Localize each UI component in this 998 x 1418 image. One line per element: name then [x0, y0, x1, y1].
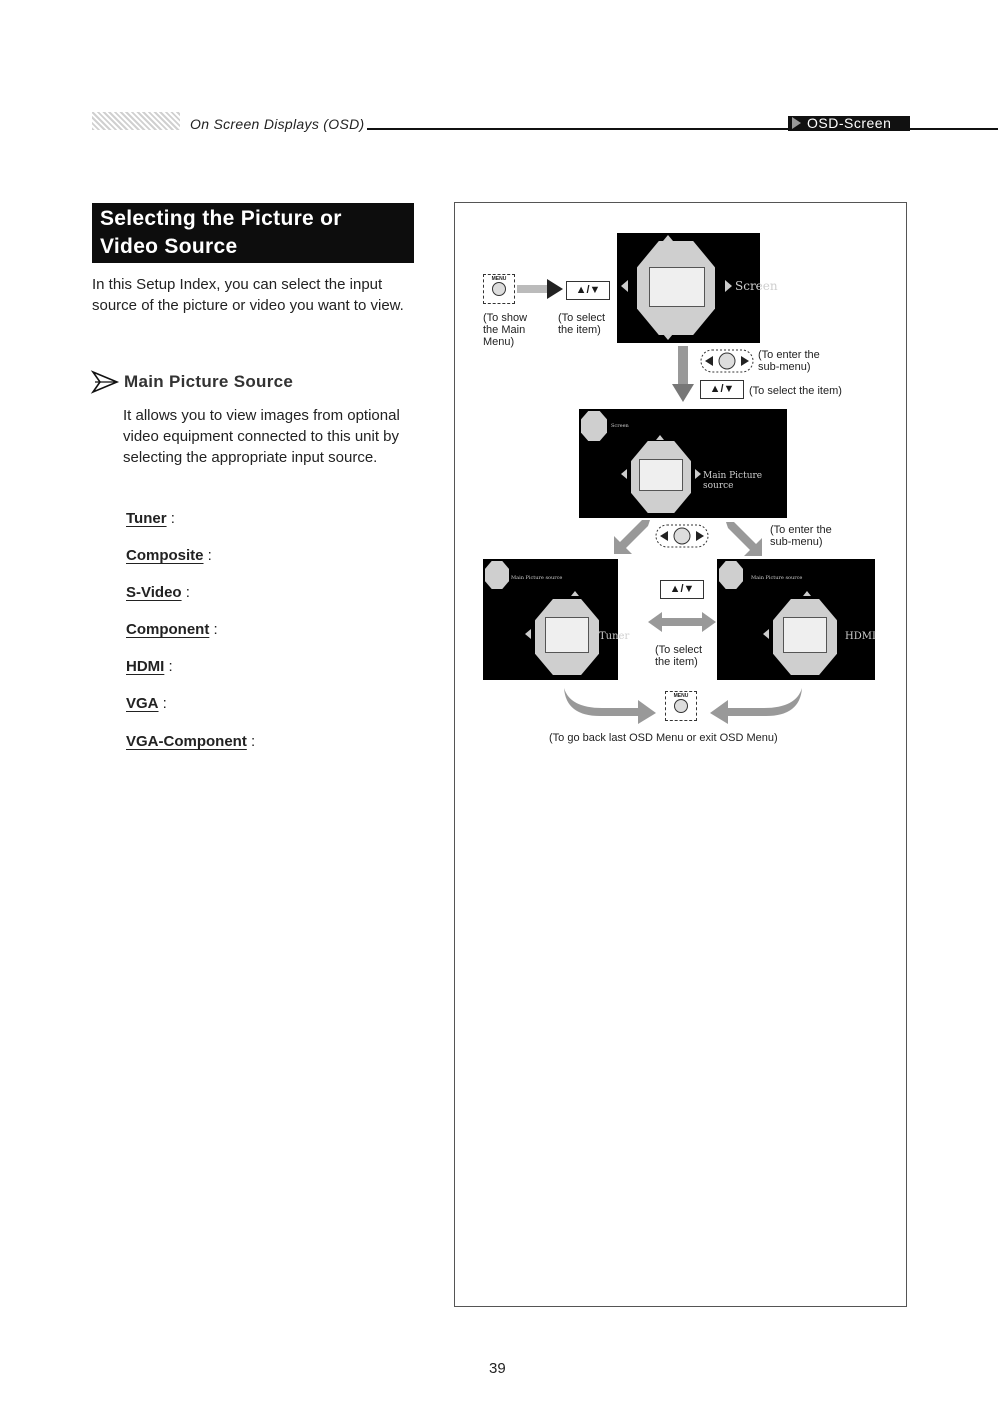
osd-small-label-3: Main Picture source: [751, 575, 803, 581]
up-down-keys-icon-2: ▲/▼: [700, 380, 744, 399]
left-ok-right-keys-icon-2: [655, 524, 709, 548]
osd-label-tuner: Tuner: [599, 631, 630, 642]
header-tab-label: OSD-Screen: [807, 115, 892, 131]
intro-text: In this Setup Index, you can select the input source of the picture or video you want to view.: [92, 276, 404, 314]
osd-screen-main: [617, 233, 778, 343]
left-right-arrow-icon: [648, 612, 716, 632]
caption-select-item-2: (To select the item): [655, 644, 703, 668]
subsection-title: Main Picture Source: [124, 372, 294, 391]
osd-small-label: Screen: [611, 423, 629, 429]
curved-right-arrow-icon: [562, 686, 658, 726]
caption-enter-submenu-2: (To enter the sub-menu): [770, 524, 832, 548]
subsection-body: It allows you to view images from optional video equipment connected to this unit by selecting the appropriate input source.: [123, 407, 400, 466]
menu-button-icon-2: MENU: [665, 691, 697, 721]
option-s-video: S-Video :: [126, 584, 190, 601]
up-down-keys-icon: ▲/▼: [566, 281, 610, 300]
header-tab: [788, 116, 910, 131]
header-section-title: On Screen Displays (OSD): [190, 116, 365, 132]
osd-small-label-2: Main Picture source: [511, 575, 563, 581]
header-pattern: [92, 112, 180, 130]
caption-enter-submenu: (To enter the sub-menu): [758, 349, 820, 373]
section-title-line1: Selecting the Picture or: [100, 207, 342, 230]
page-number: 39: [489, 1360, 506, 1377]
curved-left-arrow-icon: [708, 686, 804, 726]
down-left-arrow-icon: [612, 518, 652, 556]
down-arrow-icon: [672, 346, 694, 402]
caption-select-item: (To select the item): [558, 312, 606, 336]
right-arrow-icon: [517, 279, 563, 299]
down-right-arrow-icon: [724, 520, 766, 558]
osd-screen-hdmi: [717, 559, 875, 680]
osd-label-screen: Screen: [735, 279, 778, 293]
up-down-keys-icon-3: ▲/▼: [660, 580, 704, 599]
option-component: Component :: [126, 621, 218, 638]
arrow-bullet-icon: [92, 370, 118, 394]
play-arrow-icon: [792, 117, 801, 129]
osd-label-main-picture-source: Main Picture source: [703, 471, 763, 491]
caption-select-the-item: (To select the item): [749, 385, 842, 397]
caption-go-back: (To go back last OSD Menu or exit OSD Menu): [549, 732, 778, 744]
left-ok-right-keys-icon: [700, 349, 754, 373]
caption-show-menu: (To show the Main Menu): [483, 312, 528, 348]
option-tuner: Tuner :: [126, 510, 175, 527]
option-composite: Composite :: [126, 547, 212, 564]
menu-button-icon: MENU: [483, 274, 515, 304]
section-title: [92, 203, 414, 263]
option-hdmi: HDMI :: [126, 658, 173, 675]
option-vga: VGA :: [126, 695, 167, 712]
osd-screen-main-picture-source: [579, 409, 787, 518]
osd-label-hdmi: HDMI: [845, 631, 876, 642]
section-title-line2: Video Source: [100, 235, 238, 258]
osd-screen-tuner: [483, 559, 630, 680]
option-vga-component: VGA-Component :: [126, 733, 256, 750]
